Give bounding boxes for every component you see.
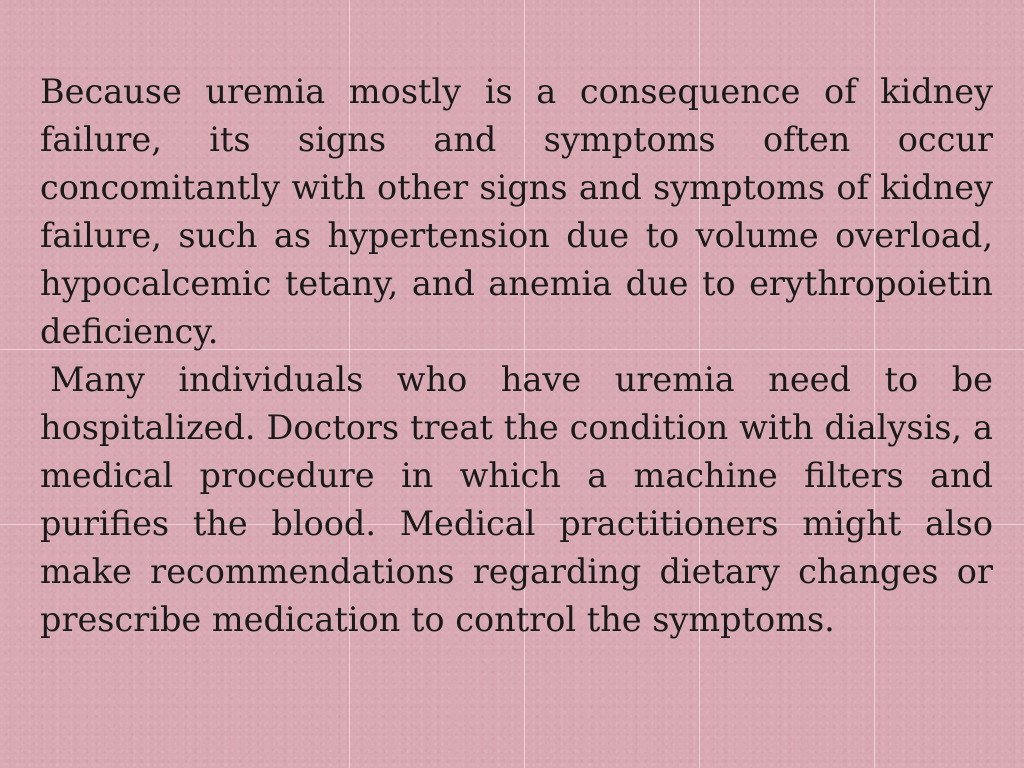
paragraph-kidney-failure: Because uremia mostly is a consequence of kidney failure, its signs and symptoms often occur concomitantly with other signs and symptoms of kidney failure, such as hypertension due to volume overload, hypocalcemic tetany, and anemia due to erythropoietin deficiency. [40,72,993,351]
slide-body-text [40,68,993,644]
paragraph-treatment: Many individuals who have uremia need to be hospitalized. Doctors treat the condition with dialysis, a medical procedure in which a machine filters and purifies the blood. Medical practitioners might also make recommendations regarding dietary changes or prescribe medication to control the symptoms. [40,360,993,639]
